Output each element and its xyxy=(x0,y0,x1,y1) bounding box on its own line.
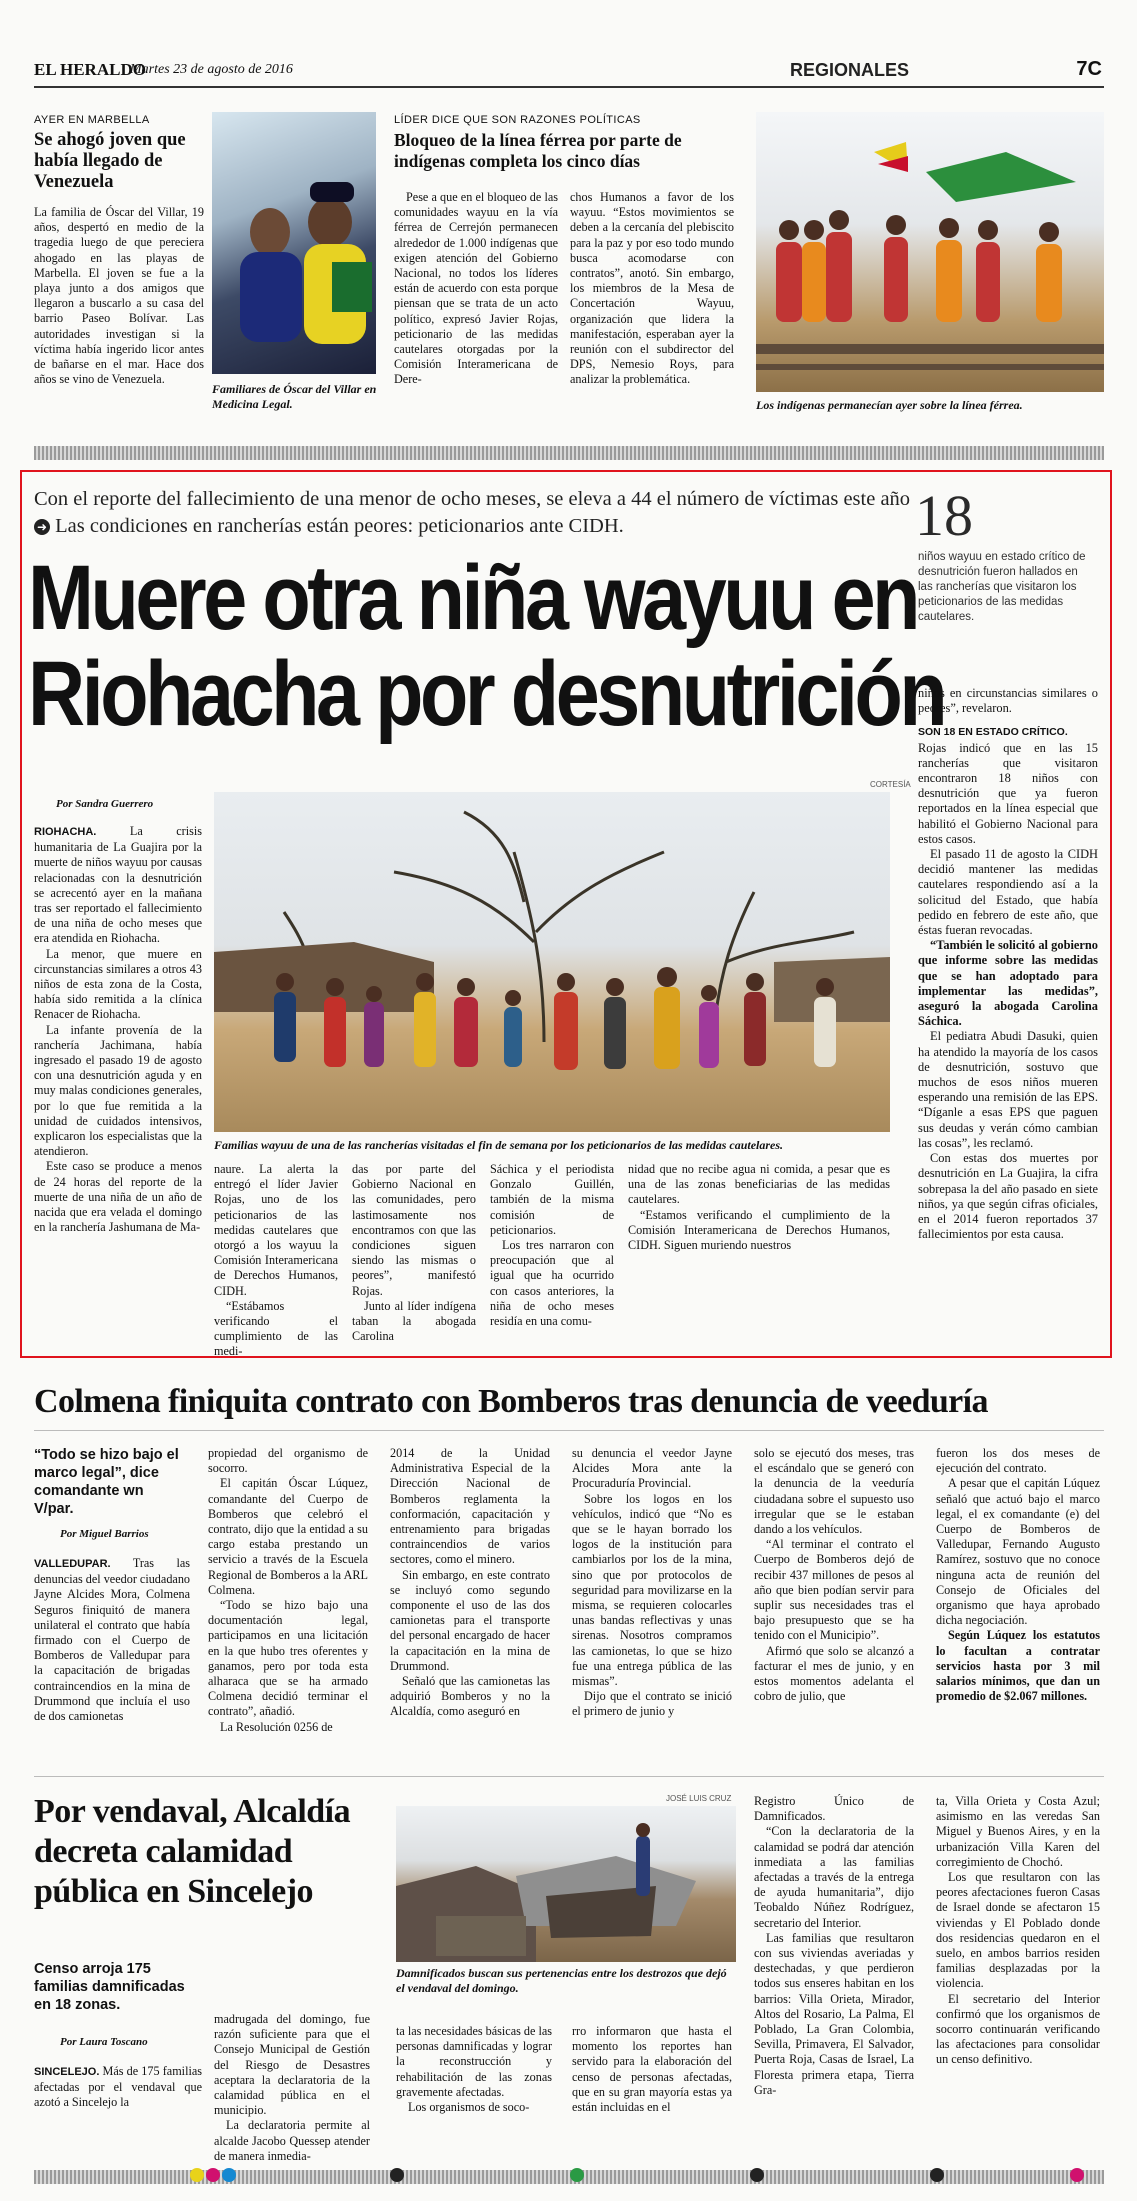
story3-col3: 2014 de la Unidad Administrativa Especial de la Dirección Nacional de Bomberos reglamenta la conformación, capacitación y entrenamiento para brigadas contraincendios de varios sectores, como el minero. Sin embargo, en este contrato se incluyó como segundo componente el uso de las dos camionetas para el transporte del personal encargado de hacer la capacitación en la mina de Drummond. Señaló que las camionetas las adquirió Bomberos y no la Alcaldía, como aseguró en xyxy=(390,1446,550,1719)
story3-col1: VALLEDUPAR. Tras las denuncias del veedor ciudadano Jayne Alcides Mora, Colmena Seguros finiquitó de manera unilateral el contrato que había firmado con el Cuerpo de Bomberos de Valledupar para la capacitación de brigadas contraincendios en la mina de Drummond que incluía el uso de dos camionetas xyxy=(34,1556,191,1724)
story2-headline: Bloqueo de la línea férrea por parte de indígenas completa los cinco días xyxy=(394,130,682,171)
story3-col5: solo se ejecutó dos meses, tras el escándalo que se generó con la denuncia de la veeduría ciudadana sobre el supuesto uso irregular que se le estaban dando a los vehículos. “Al terminar el contrato el Cuerpo de Bomberos dejó de recibir 437 millones de pesos al año que bien podían servir para suplir sus necesidades tras el bajo presupuesto que se ha tenido con el Municipio”. Afirmó que solo se alcanzó a facturar el mes de junio, y en estos momentos adelanta el cobro de julio, que xyxy=(754,1446,914,1704)
story2-caption: Los indígenas permanecían ayer sobre la línea férrea. xyxy=(756,398,1023,412)
story4-headline: Por vendaval, Alcaldía decreta calamidad pública en Sincelejo xyxy=(34,1793,351,1910)
issue-date: Martes 23 de agosto de 2016 xyxy=(130,62,293,77)
story4-col3: ta las necesidades básicas de las personas damnificadas y lograr la reconstrucción y rehabilitación de las zonas gravemente afectadas. Los organismos de soco- xyxy=(396,2024,553,2115)
paper-name: EL HERALDO xyxy=(34,60,146,79)
registration-dot-icon xyxy=(390,2168,404,2182)
story2-kicker: LÍDER DICE QUE SON RAZONES POLÍTICAS xyxy=(394,114,641,126)
lead-headline: Muere otra niña wayuu en Riohacha por desnutrición xyxy=(28,547,945,745)
registration-dot-icon xyxy=(190,2168,204,2182)
arrow-right-icon: ➜ xyxy=(34,519,50,535)
registration-dot-icon xyxy=(750,2168,764,2182)
story2-col1: Pese a que en el bloqueo de las comunidades wayuu en la vía férrea de Cerrejón permanecen alrededor de 1.000 indígenas que exigen atención del Gobierno Nacional, no todos los líderes están de acuerdo con esta porque piensan que se trata de un acto político, expresó Javier Rojas, peticionario de las medidas cautelares otorgadas por la Comisión Interamericana de Dere- xyxy=(394,190,558,387)
page-number: 7C xyxy=(1076,58,1102,80)
registration-dot-icon xyxy=(1070,2168,1084,2182)
story2-col2: chos Humanos a favor de los wayuu. “Estos movimientos se deben a la cercanía del plebiscito para la paz y por eso todo mundo busca acomodarse con contratos”, anotó. Sin embargo, los miembros de la Mesa de Concertación Wayuu, organización que lidera la manifestación, esperaban ayer la reunión con el subdirector del DPS, Nemesio Roys, para analizar la problemática. xyxy=(570,190,734,387)
lead-col2: naure. La alerta la entregó el líder Javier Rojas, uno de los peticionarios de las medidas cautelares que otorgó a los wayuu la Comisión Interamericana de Derechos Humanos, CIDH. “Estábamos verificando el cumplimiento de las medi- xyxy=(214,1162,338,1359)
divider-1 xyxy=(34,446,1104,460)
lead-col5: nidad que no recibe agua ni comida, a pesar que es una de las zonas beneficiarias de las medidas cautelares. “Estamos verificando el cumplimiento de la Comisión Interamericana de Derechos Humanos, CIDH. Siguen muriendo nuestros xyxy=(628,1162,890,1253)
story3-rule xyxy=(34,1430,1104,1431)
story3-col2: propiedad del organismo de socorro. El capitán Óscar Lúquez, comandante del Cuerpo de Bomberos que celebró el contrato, dijo que la entidad a su cargo estaba prestando un servicio a través de la Escuela Regional de Bomberos a la ARL Colmena. “Todo se hizo bajo una documentación legal, participamos en una licitación en la que hubo tres oferentes y ganamos, pero por toda esta alharaca que se ha armado Colmena decidió terminar el contrato”, añadió. La Resolución 0256 de xyxy=(208,1446,368,1734)
registration-dot-icon xyxy=(222,2168,236,2182)
lead-photo-caption: Familias wayuu de una de las rancherías visitadas el fin de semana por los peticionarios de las medidas cautelares. xyxy=(214,1138,784,1152)
story4-col6: ta, Villa Orieta y Costa Azul; asimismo en las veredas San Miguel y Buenos Aires, y en la urbanización Villa Karen del corregimiento de Chochó. Los que resultaron con las peores afectaciones fueron Casas de Israel donde se afectaron 15 viviendas y El Poblado donde dos residencias quedaron en el suelo, en ambos barrios residen familias desplazadas por la violencia. El secretario del Interior confirmó que los organismos de socorro continuarán verificando las afectaciones para consolidar un censo definitivo. xyxy=(936,1794,1100,2067)
story3-subhead: “Todo se hizo bajo el marco legal”, dice comandante wn V/par. xyxy=(34,1447,179,1517)
story4-subhead: Censo arroja 175 familias damnificadas en 18 zonas. xyxy=(34,1961,185,2013)
lead-photo-credit: CORTESÍA xyxy=(870,780,911,789)
lead-byline: Por Sandra Guerrero xyxy=(56,798,154,810)
registration-dot-icon xyxy=(570,2168,584,2182)
story3-byline: Por Miguel Barrios xyxy=(60,1528,149,1540)
story4-col2: madrugada del domingo, fue razón suficiente para que el Consejo Municipal de Gestión del Riesgo de Desastres aceptara la declaratoria de la calamidad pública en el municipio. La declaratoria permite al alcalde Jacobo Quessep atender de manera inmedia- xyxy=(214,2012,370,2163)
masthead-rule xyxy=(34,86,1104,88)
lead-col1: RIOHACHA. La crisis humanitaria de La Guajira por la muerte de niños wayuu por causas relacionadas con la desnutrición se acrecentó ayer en la mañana tras ser reportado el fallecimiento de una niña de ocho meses que era atendida en Riohacha. La menor, que muere en circunstancias similares a otros 43 niños de esta zona de la Costa, había sido remitida a la clínica Renacer de Riohacha. La infante provenía de la ranchería Jachimana, había ingresado el pasado 19 de agosto con una desnutrición aguda y en muy malas condiciones generales, por lo que fue remitida a la unidad de cuidados intensivos, explicaron los especialistas que la atendieron. Este caso se produce a menos de 24 horas del reporte de la muerte de una niña de un año de nacida que era velada el domingo en la ranchería Jashumana de Ma- xyxy=(34,824,202,1235)
story1-headline: Se ahogó joven que había llegado de Venezuela xyxy=(34,130,186,192)
lead-deck: Con el reporte del fallecimiento de una menor de ocho meses, se eleva a 44 el número de víctimas este año ➜ Las condiciones en rancherías están peores: peticionarios ante CIDH. xyxy=(34,488,911,537)
divider-2 xyxy=(34,1776,1104,1777)
story3-headline: Colmena finiquita contrato con Bomberos tras denuncia de veeduría xyxy=(34,1383,988,1420)
story4-photo xyxy=(396,1806,736,1962)
stat-number: 18 xyxy=(915,483,973,548)
section-name: REGIONALES xyxy=(790,60,910,80)
story3-col6: fueron los dos meses de ejecución del contrato. A pesar que el capitán Lúquez señaló que actuó bajo el marco legal, el ex comandante (e) del Cuerpo de Bomberos de Valledupar, Fernando Augusto Ramírez, sostuvo que no conoce ninguna acta de reunión del Consejo de Oficiales del organismo que haya aprobado dicha negociación. Según Lúquez los estatutos lo facultan a contratar servicios hasta por 3 mil salarios mínimos, que dan un promedio de $2.067 millones. xyxy=(936,1446,1100,1704)
story2-photo xyxy=(756,112,1104,392)
story4-byline: Por Laura Toscano xyxy=(60,2036,148,2048)
story4-col4: rro informaron que hasta el momento los reportes han servido para la elaboración del censo de personas afectadas, que en su gran mayoría estas ya están incluidas en el xyxy=(572,2024,732,2115)
lead-photo xyxy=(214,792,890,1132)
story1-kicker: AYER EN MARBELLA xyxy=(34,114,150,126)
registration-dot-icon xyxy=(930,2168,944,2182)
lead-right-col: niños en circunstancias similares o peores”, revelaron. SON 18 EN ESTADO CRÍTICO. Rojas indicó que en las 15 rancherías que visitaron encontraron 18 niños con desnutrición que ya fueron reportados en la línea especial que habilitó el Gobierno Nacional para estos casos. El pasado 11 de agosto la CIDH decidió mantener las medidas cautelares respondiendo así a la solicitud del Estado, que había pedido en febrero de este año, que éstas fueran revocadas. “También le solicitó al gobierno que informe sobre las medidas que se han adoptado para implementar las medidas”, aseguró la abogada Carolina Sáchica. El pediatra Abudi Dasuki, quien ha atendido la mayoría de los casos de desnutrición, sostuvo que muchos de esos niños mueren esperando una remisión de las EPS. “Díganle a esas EPS que paguen sus deudas y verán cómo cambian las cosas”, les reclamó. Con estas dos muertes por desnutrición en La Guajira, la cifra sobrepasa la del año pasado en siete niños, ya que según cifras oficiales, en el 2014 fueron reportados 37 fallecimientos por esta causa. xyxy=(918,686,1098,1242)
story1-photo xyxy=(212,112,376,374)
registration-marks xyxy=(190,2168,1090,2186)
story3-col4: su denuncia el veedor Jayne Alcides Mora ante la Procuraduría Provincial. Sobre los logos en los vehículos, indicó que “No es que se le hayan borrado los logos de la institución para cambiarlos por los de la mina, sino que por protocolos de seguridad para movilizarse en la misma, se requieren colocarles unas bandas reflectivas y unas sirenas. Nosotros compramos las camionetas, lo que se hizo fue una entrega pública de las mismas”. Dijo que el contrato se inició el primero de junio y xyxy=(572,1446,732,1719)
registration-dot-icon xyxy=(206,2168,220,2182)
stat-text: niños wayuu en estado crítico de desnutrición fueron hallados en las rancherías que visitaron los peticionarios de las medidas cautelares. xyxy=(918,551,1086,623)
story1-body: La familia de Óscar del Villar, 19 años, despertó en medio de la tragedia luego de que pereciera ahogado en las playas de Marbella. El joven se fue a la playa junto a dos amigos que llegaron a buscarlo a su casa del barrio Paseo Bolívar. Las autoridades investigan si la víctima había ingerido licor antes de bañarse en el mar. Hace dos años se vino de Venezuela. xyxy=(34,205,204,387)
story4-photo-credit: JOSÉ LUIS CRUZ xyxy=(666,1794,732,1803)
lead-col4: Sáchica y el periodista Gonzalo Guillén, también de la misma comisión de peticionarios. Los tres narraron con preocupación que al igual que ha ocurrido con casos anteriores, la niña de ocho meses residía en una comu- xyxy=(490,1162,614,1329)
masthead xyxy=(34,58,1104,84)
story1-caption: Familiares de Óscar del Villar en Medicina Legal. xyxy=(212,382,377,411)
story4-photo-caption: Damnificados buscan sus pertenencias entre los destrozos que dejó el vendaval del domingo. xyxy=(396,1966,727,1995)
story4-col1: SINCELEJO. Más de 175 familias afectadas por el vendaval que azotó a Sincelejo la xyxy=(34,2064,202,2110)
story4-col5: Registro Único de Damnificados. “Con la declaratoria de la calamidad se podrá dar atención inmediata a las familias afectadas a través de la entrega de ayuda humanitaria”, dijo Teobaldo Núñez Rodríguez, secretario del Interior. Las familias que resultaron con sus viviendas averiadas y destechadas, y que perdieron todos sus enseres habitan en los barrios: Villa Orieta, Mirador, Altos del Rosario, La Palma, El Poblado, La Gran Colombia, Sevilla, Primavera, El Salvador, Puerta Roja, Casas de Israel, La Floresta primera etapa, Tierra Gra- xyxy=(754,1794,914,2097)
lead-col3: das por parte del Gobierno Nacional en las comunidades, pero lastimosamente nos encontramos con que las condiciones siguen siendo las mismas o peores”, manifestó Rojas. Junto al líder indígena taban la abogada Carolina xyxy=(352,1162,476,1344)
